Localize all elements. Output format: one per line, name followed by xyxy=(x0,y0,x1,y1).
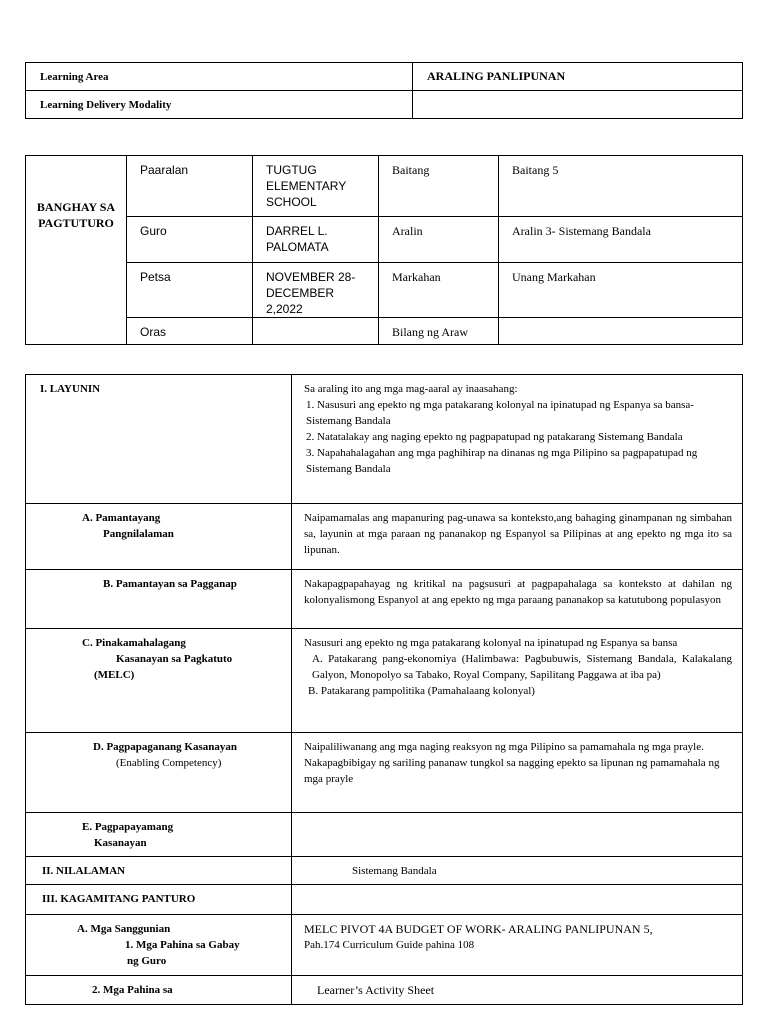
sanggunian-text: MELC PIVOT 4A BUDGET OF WORK- ARALING PANLIPUNAN 5, xyxy=(304,922,653,936)
kagamitang-text xyxy=(292,885,743,915)
sanggunian-text: Pah.174 Curriculum Guide pahina 108 xyxy=(304,939,475,951)
info-label: Petsa xyxy=(127,263,253,318)
layunin-intro: Sa araling ito ang mga mag-aaral ay inaasahang: xyxy=(304,383,518,395)
sanggunian-content xyxy=(292,915,743,976)
pamantayang-pangnilalaman-text: Naipamamalas ang mapanuring pag-unawa sa konteksto,ang bahaging ginampanan ng simbahan sa, layunin at mga paraan ng pananakop ng Espanyol sa Pilipinas at ang epekto ng mga ito sa lipunan. xyxy=(292,504,743,570)
info-label: Bilang ng Araw xyxy=(379,318,499,345)
pamantayan-pagganap-text: Nakapagpapahayag ng kritikal na pagsusuri at pagpapahalaga sa konteksto at dahilan ng kolonyalismong Espanyol at ang epekto ng mga paraang pananakop sa katutubong populasyon xyxy=(292,570,743,629)
info-value xyxy=(499,318,743,345)
label-line: C. Pinakamahalagang xyxy=(82,637,186,649)
layunin-label: I. LAYUNIN xyxy=(26,375,292,504)
info-value: DARREL L. PALOMATA xyxy=(253,217,379,263)
nilalaman-text: Sistemang Bandala xyxy=(292,857,743,885)
melc-line: Nasusuri ang epekto ng mga patakarang kolonyal na ipinatupad ng Espanya sa bansa xyxy=(304,637,678,649)
label-line: (Enabling Competency) xyxy=(116,757,222,769)
pahina-label: 2. Mga Pahina sa xyxy=(26,976,292,1005)
info-label: Markahan xyxy=(379,263,499,318)
layunin-item: 2. Natatalakay ang naging epekto ng pagpapatupad ng patakarang Sistemang Bandala xyxy=(306,431,683,443)
pagpapayamang-label xyxy=(26,813,292,857)
learning-area-table xyxy=(25,62,743,119)
info-value: TUGTUG ELEMENTARY SCHOOL xyxy=(253,156,379,217)
pamantayang-pangnilalaman-label xyxy=(26,504,292,570)
label-line: A. Mga Sanggunian xyxy=(77,923,171,935)
modality-value xyxy=(413,91,743,119)
label-line: B. Pamantayan sa Pagganap xyxy=(103,578,237,590)
lesson-plan-table xyxy=(25,374,743,1005)
label-line: (MELC) xyxy=(94,669,135,681)
info-value: Aralin 3- Sistemang Bandala xyxy=(499,217,743,263)
label-line: Kasanayan sa Pagkatuto xyxy=(116,653,233,665)
learning-area-value: ARALING PANLIPUNAN xyxy=(413,63,743,91)
info-label: Aralin xyxy=(379,217,499,263)
modality-label: Learning Delivery Modality xyxy=(26,91,413,119)
label-line: A. Pamantayang xyxy=(82,512,161,524)
melc-item-a: A. Patakarang pang-ekonomiya (Halimbawa: Pagbubuwis, Sistemang Bandala, Kalakalang Galyon, Monopolyo sa Tabako, Royal Company, Sapilitang Paggawa at iba pa) xyxy=(312,653,732,681)
label-line: E. Pagpapayamang xyxy=(82,821,174,833)
pahina-text: Learner’s Activity Sheet xyxy=(292,976,743,1005)
info-label: Baitang xyxy=(379,156,499,217)
melc-label xyxy=(26,629,292,733)
info-value xyxy=(253,318,379,345)
banghay-info-table xyxy=(25,155,743,345)
layunin-item: 3. Napahahalagahan ang mga paghihirap na dinanas ng mga Pilipino sa pagpapatupad ng Sistemang Bandala xyxy=(306,447,698,475)
info-value: Unang Markahan xyxy=(499,263,743,318)
label-line: 1. Mga Pahina sa Gabay xyxy=(125,939,240,951)
label-line: Kasanayan xyxy=(94,837,147,849)
pamantayan-pagganap-label xyxy=(26,570,292,629)
info-value: Baitang 5 xyxy=(499,156,743,217)
banghay-title xyxy=(26,156,127,345)
info-label: Paaralan xyxy=(127,156,253,217)
melc-content xyxy=(292,629,743,733)
banghay-title-line2: PAGTUTURO xyxy=(38,216,114,230)
layunin-item: 1. Nasusuri ang epekto ng mga patakarang kolonyal na ipinatupad ng Espanya sa bansa- Sistemang Bandala xyxy=(306,399,694,427)
melc-item-b: B. Patakarang pampolitika (Pamahalaang kolonyal) xyxy=(308,685,535,697)
sanggunian-label xyxy=(26,915,292,976)
info-value: NOVEMBER 28- DECEMBER 2,2022 xyxy=(253,263,379,318)
layunin-content xyxy=(292,375,743,504)
enabling-content xyxy=(292,733,743,813)
info-label: Guro xyxy=(127,217,253,263)
label-line: ng Guro xyxy=(127,955,167,967)
enabling-label xyxy=(26,733,292,813)
enabling-text: Nakapagbibigay ng sariling pananaw tungkol sa nagging epekto sa lipunan ng pamamahala ng mga prayle xyxy=(304,757,720,785)
learning-area-label: Learning Area xyxy=(26,63,413,91)
banghay-title-line1: BANGHAY SA xyxy=(36,200,116,214)
info-label: Oras xyxy=(127,318,253,345)
label-line: Pangnilalaman xyxy=(103,528,174,540)
label-line: D. Pagpapaganang Kasanayan xyxy=(93,741,237,753)
nilalaman-label: II. NILALAMAN xyxy=(26,857,292,885)
pagpapayamang-text xyxy=(292,813,743,857)
kagamitang-label: III. KAGAMITANG PANTURO xyxy=(26,885,292,915)
enabling-text: Naipaliliwanang ang mga naging reaksyon ng mga Pilipino sa pamamahala ng mga prayle. xyxy=(304,741,704,753)
